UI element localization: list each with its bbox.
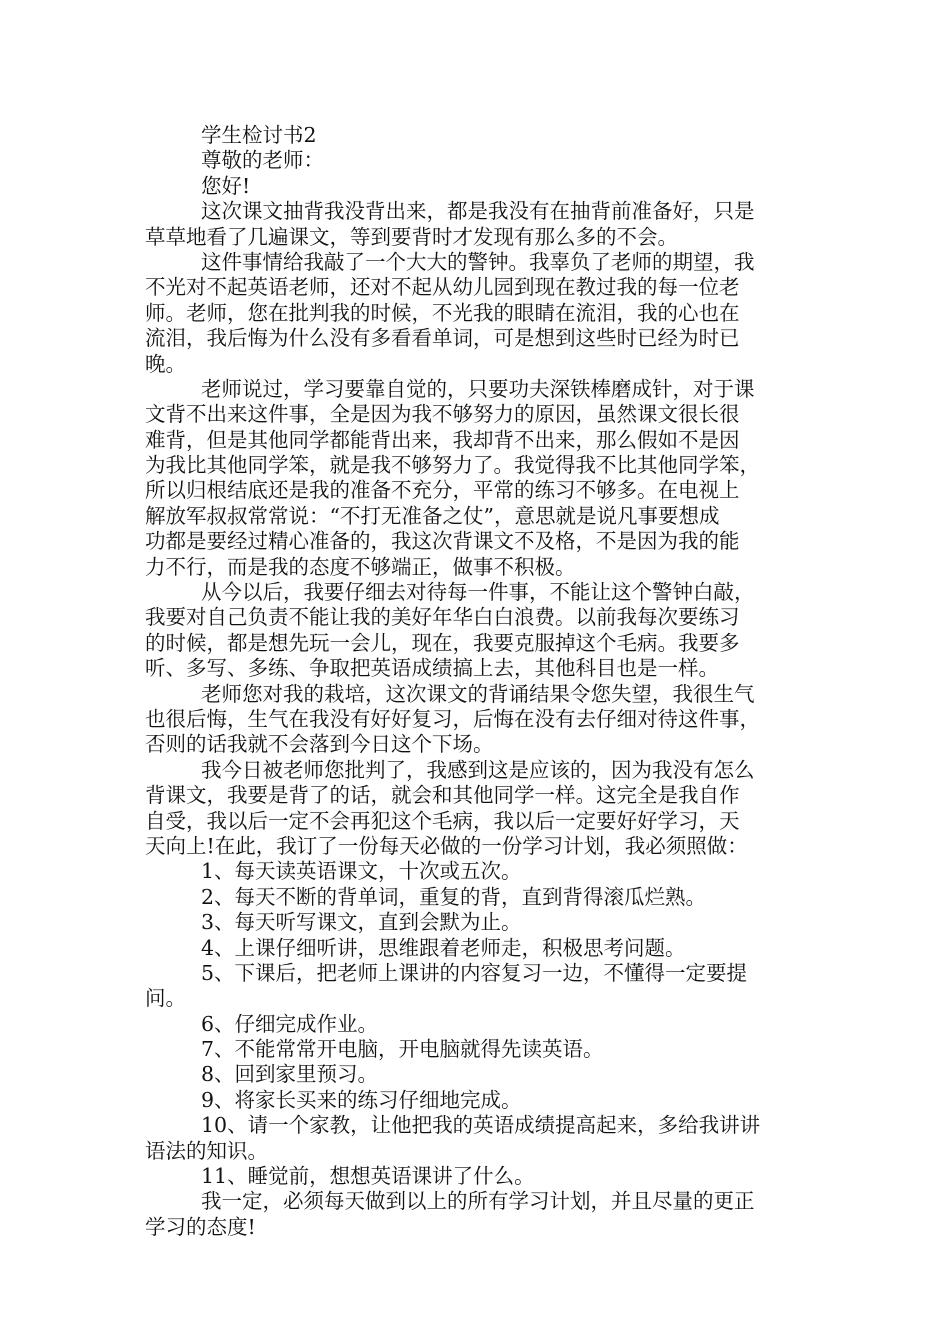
text-line: 背课文，我要是背了的话，就会和其他同学一样。这完全是我自作	[145, 783, 740, 808]
text-line: 功都是要经过精心准备的，我这次背课文不及格，不是因为我的能	[145, 529, 740, 554]
text-line: 3、每天听写课文，直到会默为止。	[201, 910, 522, 935]
text-line: 尊敬的老师：	[201, 148, 324, 173]
text-line: 不光对不起英语老师，还对不起从幼儿园到现在教过我的每一位老	[145, 275, 740, 300]
text-line: 这次课文抽背我没背出来，都是我没有在抽背前准备好，只是	[201, 199, 755, 224]
text-line: 8、回到家里预习。	[201, 1062, 379, 1087]
text-line: 问。	[145, 986, 186, 1011]
text-line: 2、每天不断的背单词，重复的背，直到背得滚瓜烂熟。	[201, 884, 707, 909]
text-line: 也很后悔，生气在我没有好好复习，后悔在没有去仔细对待这件事，	[145, 706, 760, 731]
text-line: 这件事情给我敲了一个大大的警钟。我辜负了老师的期望，我	[201, 249, 755, 274]
text-line: 听、多写、多练、争取把英语成绩搞上去，其他科目也是一样。	[145, 656, 719, 681]
text-line: 7、不能常常开电脑，开电脑就得先读英语。	[201, 1037, 604, 1062]
text-line: 老师您对我的栽培，这次课文的背诵结果令您失望，我很生气	[201, 681, 755, 706]
text-line: 所以归根结底还是我的准备不充分，平常的练习不够多。在电视上	[145, 478, 740, 503]
text-line: 4、上课仔细听讲，思维跟着老师走，积极思考问题。	[201, 935, 686, 960]
text-line: 我要对自己负责不能让我的美好年华白白浪费。以前我每次要练习	[145, 605, 740, 630]
text-line: 力不行，而是我的态度不够端正，做事不积极。	[145, 554, 576, 579]
text-line: 您好!	[201, 173, 251, 198]
text-line: 学习的态度!	[145, 1214, 256, 1239]
text-line: 天向上!在此，我订了一份每天必做的一份学习计划，我必须照做：	[145, 833, 748, 858]
text-line: 语法的知识。	[145, 1138, 268, 1163]
text-line: 自受，我以后一定不会再犯这个毛病，我以后一定要好好学习，天	[145, 808, 740, 833]
text-line: 6、仔细完成作业。	[201, 1011, 379, 1036]
text-line: 流泪，我后悔为什么没有多看看单词，可是想到这些时已经为时已	[145, 326, 740, 351]
text-line: 老师说过，学习要靠自觉的，只要功夫深铁棒磨成针，对于课	[201, 376, 755, 401]
text-line: 5、下课后，把老师上课讲的内容复习一边，不懂得一定要提	[201, 960, 748, 985]
text-line: 11、睡觉前，想想英语课讲了什么。	[201, 1164, 535, 1189]
document-body	[145, 123, 817, 1240]
document-title: 学生检讨书2	[201, 123, 317, 147]
text-line: 否则的话我就不会落到今日这个下场。	[145, 732, 494, 757]
text-line: 草草地看了几遍课文，等到要背时才发现有那么多的不会。	[145, 224, 678, 249]
text-line: 的时候，都是想先玩一会儿，现在，我要克服掉这个毛病。我要多	[145, 630, 740, 655]
text-line: 文背不出来这件事，全是因为我不够努力的原因，虽然课文很长很	[145, 402, 740, 427]
text-line: 1、每天读英语课文，十次或五次。	[201, 859, 522, 884]
text-line: 我今日被老师您批判了，我感到这是应该的，因为我没有怎么	[201, 757, 755, 782]
text-line: 我一定，必须每天做到以上的所有学习计划，并且尽量的更正	[201, 1189, 755, 1214]
text-line: 解放军叔叔常常说：“不打无准备之仗”，意思就是说凡事要想成	[145, 503, 720, 528]
text-line: 晚。	[145, 351, 186, 376]
text-line: 为我比其他同学笨，就是我不够努力了。我觉得我不比其他同学笨，	[145, 453, 760, 478]
text-line: 师。老师，您在批判我的时候，不光我的眼睛在流泪，我的心也在	[145, 300, 740, 325]
text-line: 从今以后，我要仔细去对待每一件事，不能让这个警钟白敲，	[201, 580, 755, 605]
text-line: 9、将家长买来的练习仔细地完成。	[201, 1087, 522, 1112]
text-line: 10、请一个家教，让他把我的英语成绩提高起来，多给我讲讲	[201, 1113, 761, 1138]
text-line: 难背，但是其他同学都能背出来，我却背不出来，那么假如不是因	[145, 427, 740, 452]
